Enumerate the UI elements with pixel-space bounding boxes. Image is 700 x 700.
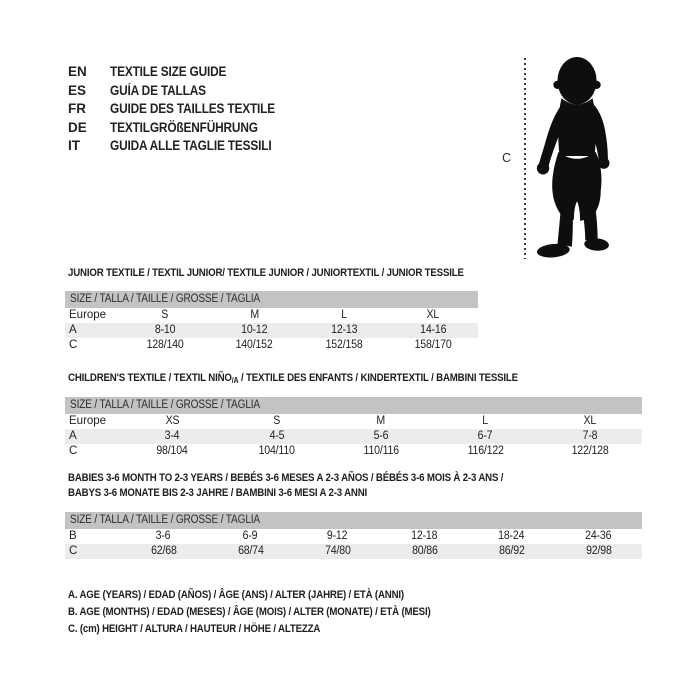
lang-label: GUÍA DE TALLAS bbox=[110, 82, 206, 98]
size-header-text: SIZE / TALLA / TAILLE / GRÖSSE / TAGLIA bbox=[70, 399, 260, 411]
row-label: A bbox=[69, 324, 77, 336]
lang-label: GUIDA ALLE TAGLIE TESSILI bbox=[110, 138, 272, 154]
table-row-height-cm bbox=[65, 444, 642, 459]
size-cell: 80/86 bbox=[411, 545, 438, 557]
size-cell: 158/170 bbox=[414, 339, 452, 351]
size-cell: 3-6 bbox=[156, 530, 171, 542]
size-cell: 12-13 bbox=[330, 324, 357, 336]
lang-row-it bbox=[68, 137, 298, 156]
size-cell: 6-7 bbox=[478, 430, 493, 442]
junior-size-table bbox=[65, 291, 478, 353]
size-cell: 92/98 bbox=[585, 545, 612, 557]
babies-title-line1: BABIES 3-6 MONTH TO 2-3 YEARS / BEBÉS 3-6 MESES A 2-3 AÑOS / BÉBÉS 3-6 MOIS À 2-3 ANS / bbox=[68, 472, 504, 484]
table-row-europe bbox=[65, 414, 642, 429]
nino-a-subscript: /A bbox=[231, 376, 239, 385]
size-cell: 12-18 bbox=[411, 530, 438, 542]
size-cell: M bbox=[376, 415, 386, 427]
lang-label: TEXTILE SIZE GUIDE bbox=[110, 64, 227, 79]
children-table-title-text: CHILDREN'S TEXTILE / TEXTIL NIÑO/A / TEXTILE DES ENFANTS / KINDERTEXTIL / BAMBINI TESSILE bbox=[68, 372, 518, 385]
size-header-text: SIZE / TALLA / TAILLE / GRÖSSE / TAGLIA bbox=[70, 514, 260, 526]
junior-table-title-text: JUNIOR TEXTILE / TEXTIL JUNIOR/ TEXTILE JUNIOR / JUNIORTEXTIL / JUNIOR TESSILE bbox=[68, 267, 464, 279]
row-label: C bbox=[69, 545, 78, 557]
size-cell: 4-5 bbox=[269, 430, 284, 442]
row-label: Europe bbox=[69, 309, 107, 321]
babies-title-line2: BABYS 3-6 MONATE BIS 2-3 JAHRE / BAMBINI 3-6 MESI A 2-3 ANNI bbox=[68, 486, 368, 499]
size-cell: 122/128 bbox=[571, 445, 609, 457]
lang-code: IT bbox=[68, 138, 80, 154]
row-label: C bbox=[69, 445, 78, 457]
lang-code: EN bbox=[68, 64, 87, 79]
height-measure-dashed-line bbox=[524, 58, 526, 259]
lang-row-de bbox=[68, 119, 298, 138]
size-cell: 6-9 bbox=[243, 530, 258, 542]
lang-row-es bbox=[68, 82, 298, 101]
babies-table-title bbox=[68, 471, 563, 500]
junior-table-title bbox=[68, 266, 518, 281]
size-cell: 98/104 bbox=[156, 445, 188, 457]
size-cell: 116/122 bbox=[467, 445, 504, 457]
size-cell: 9-12 bbox=[327, 530, 348, 542]
table-row-height-cm bbox=[65, 544, 642, 559]
size-cell: XS bbox=[165, 415, 180, 427]
table-row-europe bbox=[65, 308, 478, 323]
size-cell: S bbox=[161, 309, 169, 321]
lang-row-fr bbox=[68, 100, 298, 119]
row-label: B bbox=[69, 530, 77, 542]
size-cell: 8-10 bbox=[154, 324, 175, 336]
note-height-cm: C. (cm) HEIGHT / ALTURA / HAUTEUR / HÖHE / ALTEZZA bbox=[68, 622, 321, 635]
size-cell: 110/116 bbox=[363, 445, 399, 457]
size-cell: L bbox=[340, 309, 347, 321]
measure-label-c: C bbox=[502, 151, 512, 165]
lang-code: FR bbox=[68, 101, 86, 117]
size-cell: 7-8 bbox=[582, 430, 598, 442]
size-cell: 10-12 bbox=[241, 324, 268, 336]
row-label: A bbox=[69, 430, 77, 442]
size-header-bar bbox=[65, 291, 478, 308]
size-header-text: SIZE / TALLA / TAILLE / GRÖSSE / TAGLIA bbox=[70, 293, 260, 305]
table-row-age-years bbox=[65, 323, 478, 338]
size-cell: L bbox=[482, 415, 489, 427]
note-age-years: A. AGE (YEARS) / EDAD (AÑOS) / ÂGE (ANS) / ALTER (JAHRE) / ETÀ (ANNI) bbox=[68, 589, 404, 601]
size-cell: 68/74 bbox=[237, 545, 264, 557]
legend-notes bbox=[68, 587, 480, 637]
children-table-title bbox=[68, 371, 579, 389]
size-cell: XL bbox=[583, 415, 597, 427]
table-row-age-years bbox=[65, 429, 642, 444]
size-cell: 24-36 bbox=[585, 530, 612, 542]
size-cell: 86/92 bbox=[498, 545, 525, 557]
lang-code: ES bbox=[68, 82, 87, 98]
size-cell: XL bbox=[426, 309, 440, 321]
baby-silhouette bbox=[530, 55, 622, 261]
size-cell: 14-16 bbox=[420, 324, 447, 336]
size-header-bar bbox=[65, 512, 642, 529]
babies-size-table bbox=[65, 512, 642, 559]
size-cell: 152/158 bbox=[325, 339, 363, 351]
row-label: Europe bbox=[69, 415, 107, 427]
size-cell: 104/110 bbox=[258, 445, 295, 457]
size-header-bar bbox=[65, 397, 642, 414]
table-row-age-months bbox=[65, 529, 642, 544]
lang-code: DE bbox=[68, 119, 87, 135]
lang-label: TEXTILGRÖßENFÜHRUNG bbox=[110, 119, 258, 135]
size-cell: 74/80 bbox=[324, 545, 351, 557]
size-cell: 5-6 bbox=[373, 430, 389, 442]
table-row-height-cm bbox=[65, 338, 478, 353]
children-size-table bbox=[65, 397, 642, 459]
row-label: C bbox=[69, 339, 78, 351]
lang-label: GUIDE DES TAILLES TEXTILE bbox=[110, 101, 276, 117]
size-cell: 128/140 bbox=[146, 339, 184, 351]
size-cell: 140/152 bbox=[235, 339, 273, 351]
language-header bbox=[68, 63, 298, 156]
size-cell: 3-4 bbox=[164, 430, 180, 442]
size-cell: S bbox=[273, 415, 281, 427]
size-cell: 62/68 bbox=[150, 545, 177, 557]
lang-row-en bbox=[68, 63, 298, 82]
size-cell: 18-24 bbox=[498, 530, 525, 542]
note-age-months: B. AGE (MONTHS) / EDAD (MESES) / ÂGE (MOIS) / ALTER (MONATE) / ETÀ (MESI) bbox=[68, 605, 431, 618]
size-cell: M bbox=[249, 309, 259, 321]
